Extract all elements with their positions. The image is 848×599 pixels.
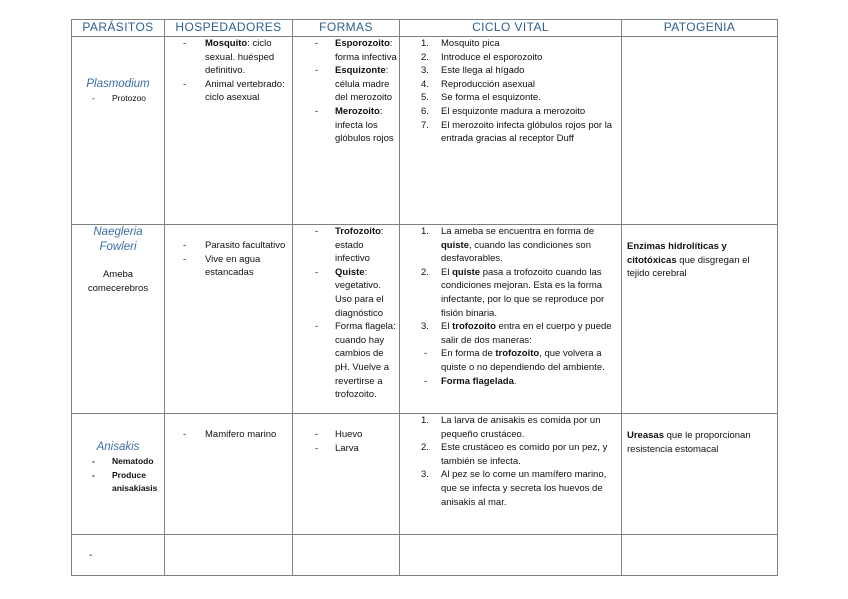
parasite-cell [72, 37, 165, 225]
host-name: Mosquito [205, 38, 248, 49]
life-cycle-step [400, 225, 621, 266]
host-description: Vive en agua estancadas [205, 253, 261, 279]
form-name: Esporozoito [335, 38, 390, 49]
host-item [165, 37, 292, 78]
step-text: Mosquito pica [441, 38, 500, 49]
step-text: quiste [452, 266, 481, 278]
header-patogenia: PATOGENIA [622, 20, 778, 37]
step-text: En forma de [441, 348, 496, 360]
step-text: El [441, 266, 453, 278]
empty-cell [72, 535, 165, 576]
pathogenesis-part: que le proporcionan resistencia estomacal [627, 430, 751, 455]
form-description: : vegetativo. Uso para el diagnóstico [335, 266, 384, 319]
life-cycle-steps [400, 37, 621, 146]
pathogenesis-cell [622, 225, 778, 414]
life-cycle-cell [400, 37, 622, 225]
header-parasitos: PARÁSITOS [72, 20, 165, 37]
forms-list [293, 225, 399, 402]
host-description: Animal vertebrado: ciclo asexual [205, 78, 285, 104]
form-name: Trofozoito [335, 226, 381, 237]
form-description: : forma infectiva [335, 38, 397, 63]
step-number: - [424, 375, 428, 387]
life-cycle-step [400, 347, 621, 374]
forms-list [293, 414, 399, 455]
step-text: La ameba se encuentra en forma de [441, 226, 595, 237]
parasite-subtypes [72, 455, 164, 496]
life-cycle-step [400, 266, 621, 320]
life-cycle-cell [400, 414, 622, 535]
step-number: 3. [421, 321, 429, 333]
host-description: : ciclo sexual. huésped definitivo. [205, 38, 275, 77]
step-number: 3. [421, 469, 429, 481]
step-number: 3. [421, 65, 429, 77]
step-text: El esquizonte madura a merozoito [441, 105, 586, 117]
step-text: Este crustáceo es comido por un pez, y también se infecta. [441, 442, 608, 467]
host-item [165, 428, 292, 442]
step-text: Introduce el esporozoito [441, 51, 543, 63]
form-description: Larva [335, 442, 359, 454]
step-number: 2. [421, 442, 429, 454]
host-item [165, 78, 292, 105]
step-number: 5. [421, 92, 429, 104]
empty-cell [165, 535, 293, 576]
form-name: Esquizonte [335, 65, 386, 77]
parasite-subtype: - Nematodo [72, 455, 164, 469]
step-text: pasa a trofozoito cuando las condiciones mejoran. Esta es la forma infectante, por lo que se reproduce por fisión binaria. [441, 266, 605, 319]
parasite-name: Naegleria Fowleri [93, 226, 143, 253]
form-description: : infecta los glóbulos rojos [335, 105, 394, 145]
step-number: 4. [421, 78, 429, 90]
parasite-subtype: - Produce anisakiasis [72, 469, 164, 496]
parasite-name: Plasmodium [86, 78, 150, 90]
parasite-description: Ameba comecerebros [87, 269, 149, 294]
form-description: Huevo [335, 429, 363, 440]
step-text: La larva de anisakis es comida por un pequeño crustáceo. [441, 415, 601, 440]
step-text: , cuando las condiciones son desfavorables. [441, 239, 591, 265]
life-cycle-step [400, 468, 621, 509]
step-text: El merozoito infecta glóbulos rojos por la entrada gracias al receptor Duff [441, 119, 613, 145]
step-number: - [424, 348, 428, 360]
step-text: trofozoito [495, 348, 540, 360]
life-cycle-steps [400, 414, 621, 509]
life-cycle-step [400, 51, 621, 65]
life-cycle-step [400, 320, 621, 347]
form-name: Merozoito [335, 105, 380, 117]
life-cycle-step [400, 91, 621, 105]
pathogenesis-part: que disgregan el tejido cerebral [627, 254, 750, 280]
parasite-name: Anisakis [96, 441, 140, 453]
pathogenesis-part: Enzimas hidrolíticas y citotóxicas [627, 241, 727, 266]
table-row [72, 414, 778, 535]
parasite-cell [72, 225, 165, 414]
parasite-cell [72, 414, 165, 535]
form-description: Forma flagela: cuando hay cambios de pH. Vuelve a revertirse a trofozoito. [335, 321, 396, 401]
header-ciclo-vital: CICLO VITAL [400, 20, 622, 37]
life-cycle-step [400, 78, 621, 92]
step-text: El [441, 321, 453, 333]
pathogenesis-part: Ureasas [627, 430, 664, 441]
pathogenesis-text [622, 225, 777, 281]
step-text: . [513, 375, 517, 387]
hosts-list [165, 225, 292, 280]
parasite-subtypes [72, 92, 164, 106]
life-cycle-step [400, 414, 621, 441]
step-text: Este llega al hígado [441, 65, 525, 77]
form-item [293, 64, 399, 105]
form-item [293, 37, 399, 64]
parasite-subtype: - Protozoo [72, 92, 164, 106]
forms-cell [293, 414, 400, 535]
step-text: Se forma el esquizonte. [441, 92, 541, 104]
step-text: , que volvera a quiste o no dependiendo del ambiente. [441, 348, 605, 373]
stray-dash: - [89, 550, 93, 561]
step-text: Forma flagelada [441, 375, 514, 387]
empty-cell [400, 535, 622, 576]
life-cycle-steps [400, 225, 621, 388]
form-item [293, 105, 399, 146]
table-row [72, 37, 778, 225]
forms-list [293, 37, 399, 146]
form-description: : estado infectivo [335, 226, 384, 265]
step-number: 1. [421, 38, 429, 49]
life-cycle-step [400, 37, 621, 51]
step-number: 2. [421, 51, 429, 63]
life-cycle-step [400, 105, 621, 119]
form-item [293, 442, 399, 456]
forms-cell [293, 225, 400, 414]
form-item [293, 428, 399, 442]
step-number: 1. [421, 415, 429, 426]
empty-cell [293, 535, 400, 576]
step-number: 6. [421, 105, 429, 117]
form-item [293, 320, 399, 402]
host-description: Parasito facultativo [205, 240, 286, 251]
pathogenesis-cell [622, 414, 778, 535]
host-description: Mamifero marino [205, 429, 277, 440]
pathogenesis-cell [622, 37, 778, 225]
host-item [165, 239, 292, 253]
host-item [165, 253, 292, 280]
life-cycle-step [400, 441, 621, 468]
table-row [72, 225, 778, 414]
step-text: trofozoito [452, 321, 496, 333]
life-cycle-step [400, 64, 621, 78]
form-name: Quiste [335, 266, 365, 278]
parasites-table [71, 19, 778, 576]
empty-row [72, 535, 778, 576]
form-item [293, 225, 399, 266]
life-cycle-step [400, 119, 621, 146]
form-item [293, 266, 399, 320]
empty-cell [622, 535, 778, 576]
life-cycle-step [400, 375, 621, 389]
table-header-row [72, 20, 778, 37]
step-text: quiste [441, 239, 469, 251]
step-number: 1. [421, 226, 429, 237]
hosts-cell [165, 37, 293, 225]
pathogenesis-text [622, 414, 777, 456]
header-formas: FORMAS [293, 20, 400, 37]
form-description: : célula madre del merozoito [335, 65, 393, 104]
step-number: 2. [421, 266, 429, 278]
step-number: 7. [421, 119, 429, 131]
life-cycle-cell [400, 225, 622, 414]
hosts-list [165, 414, 292, 442]
hosts-list [165, 37, 292, 105]
hosts-cell [165, 225, 293, 414]
step-text: Al pez se lo come un mamífero marino, que se infecta y secreta los huevos de anisakis al mar. [441, 469, 607, 508]
step-text: entra en el cuerpo y puede salir de dos maneras: [441, 321, 612, 346]
forms-cell [293, 37, 400, 225]
hosts-cell [165, 414, 293, 535]
header-hospedadores: HOSPEDADORES [165, 20, 293, 37]
step-text: Reproducción asexual [441, 78, 536, 90]
